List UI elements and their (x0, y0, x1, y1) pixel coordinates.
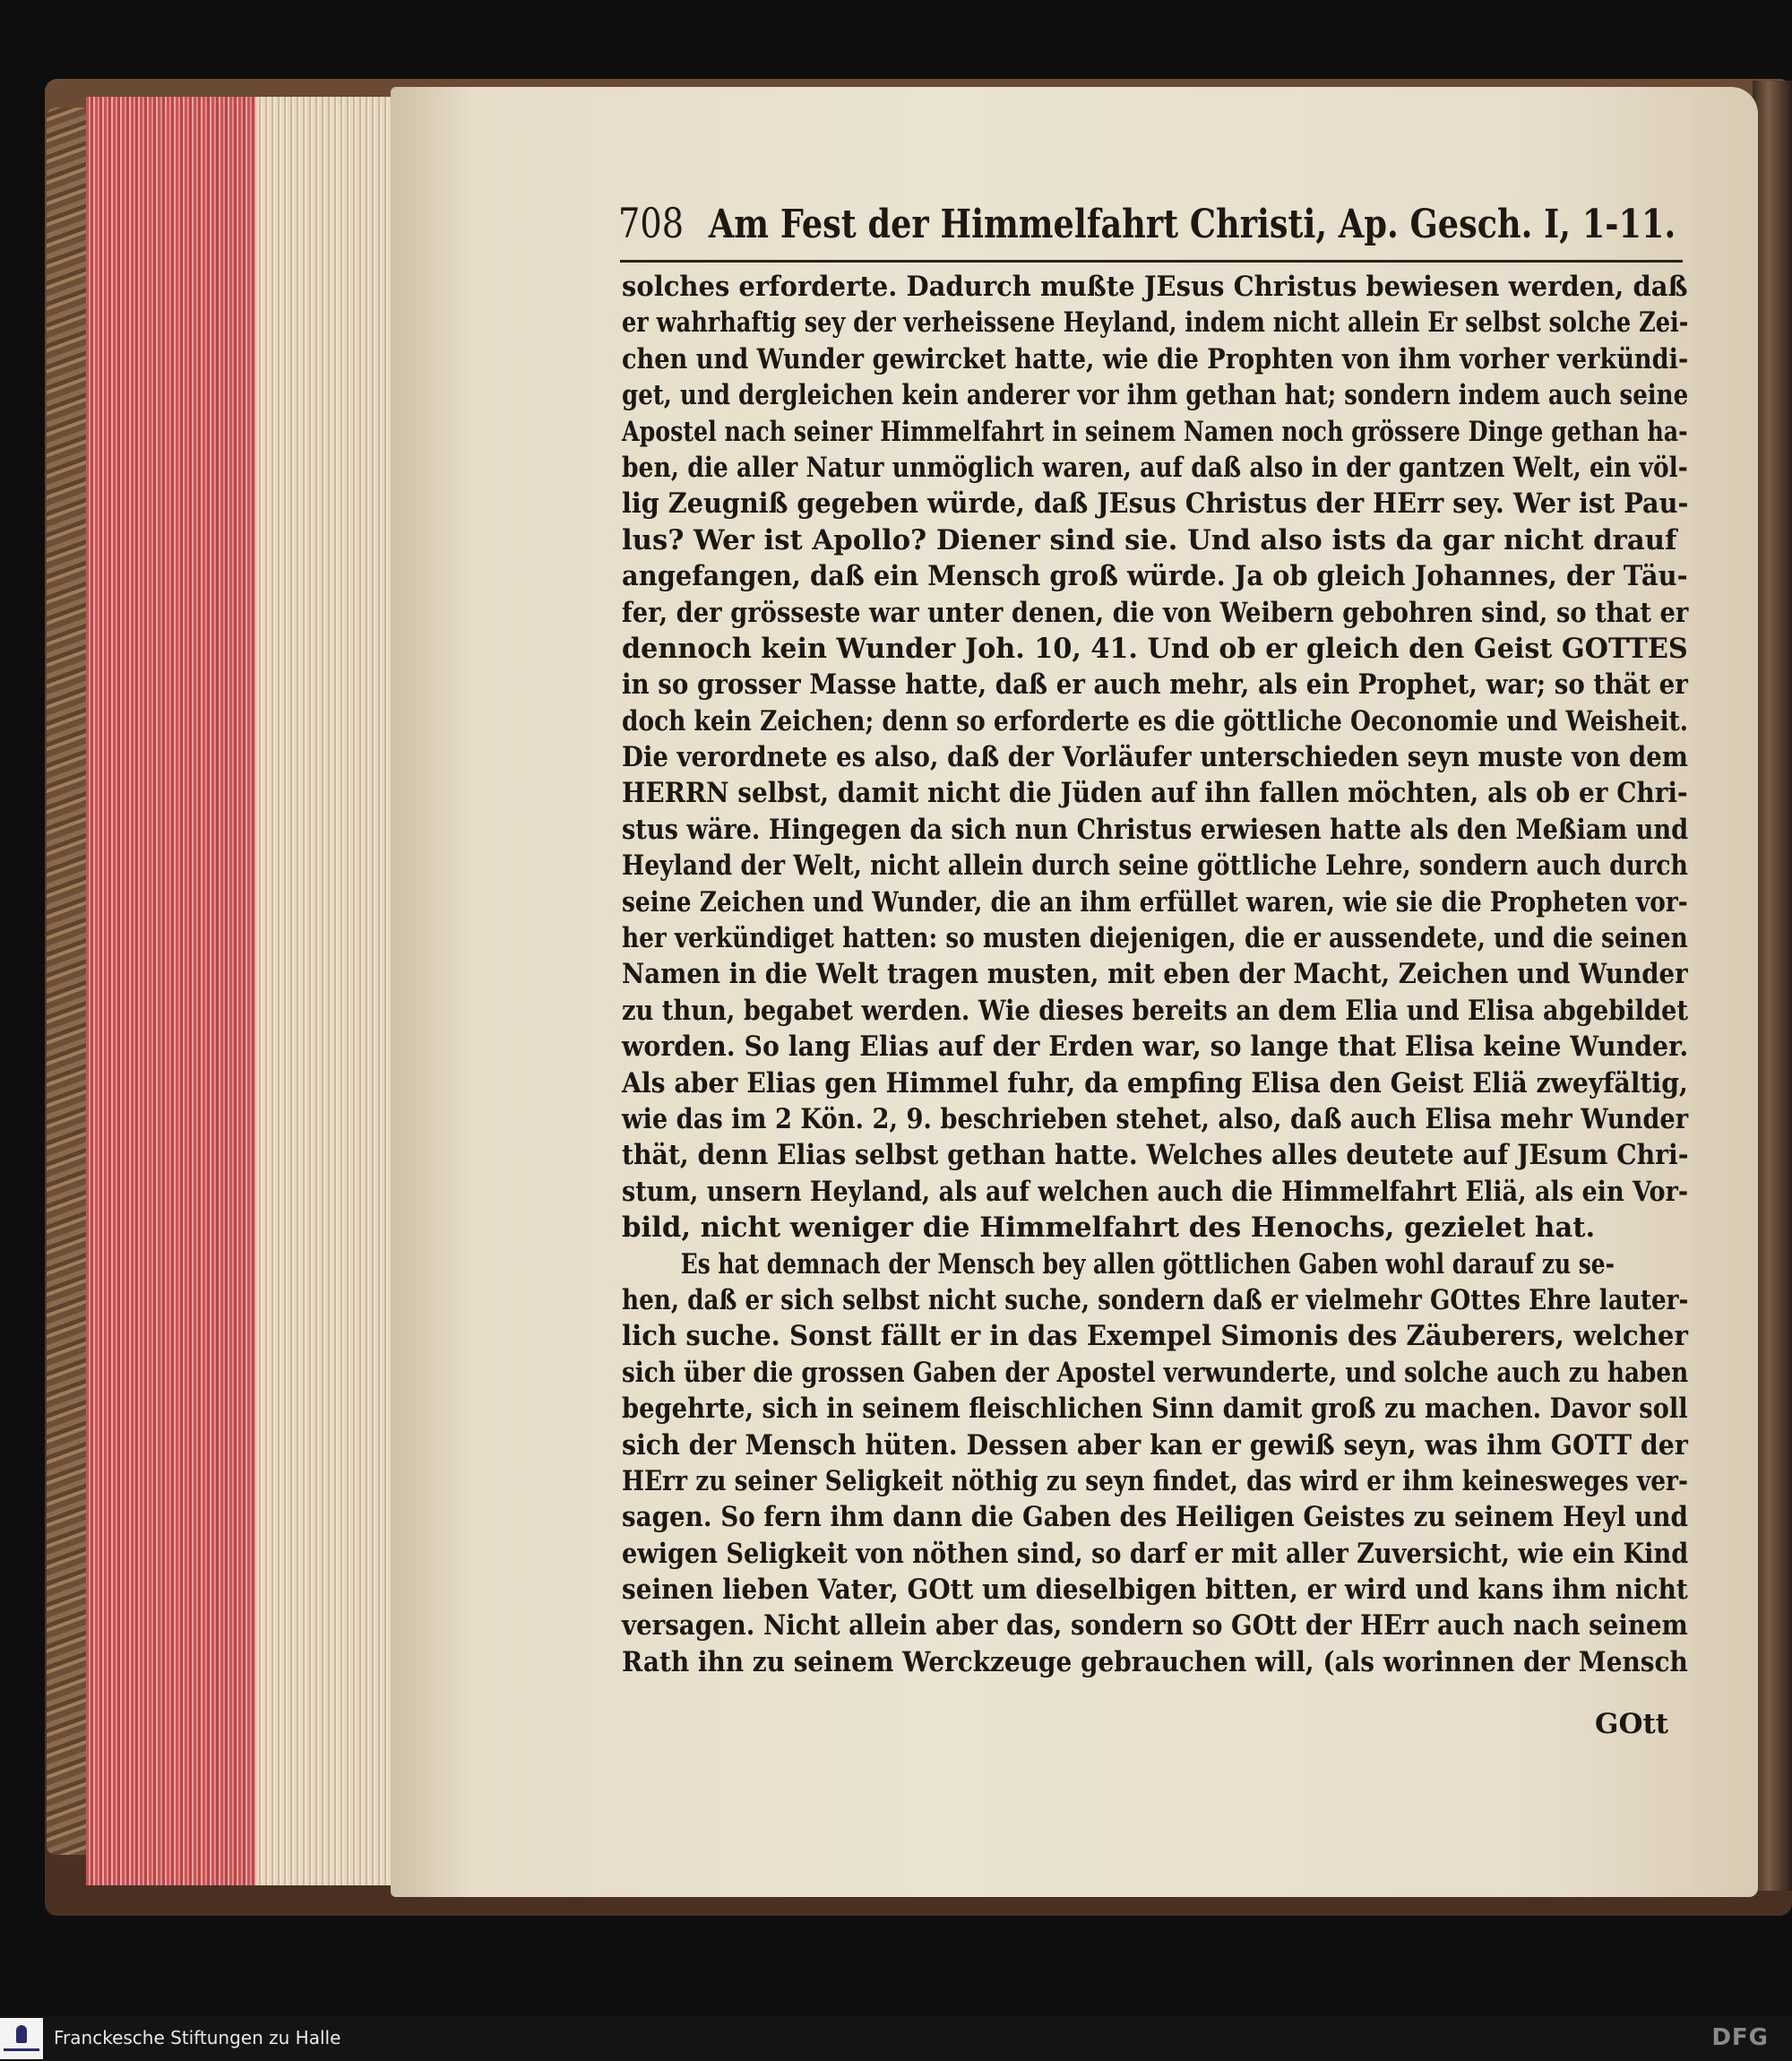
text-line: lich suche. Sonst fällt er in das Exempel Simonis des Zäuberers, welcher (622, 1320, 1688, 1353)
page-body-text (622, 269, 1697, 1680)
running-head: Am Fest der Himmelfahrt Christi, Ap. Gesch. I, 1-11. (708, 202, 1676, 247)
text-line: Heyland der Welt, nicht allein durch seine göttliche Lehre, sondern auch durch (622, 849, 1688, 883)
text-line: ben, die aller Natur unmöglich waren, auf daß also in der gantzen Welt, ein völ- (622, 451, 1688, 484)
text-line: Rath ihn zu seinem Werckzeuge gebrauchen will, (als worinnen der Mensch (622, 1645, 1688, 1678)
text-line: dennoch kein Wunder Joh. 10, 41. Und ob er gleich den Geist GOTTES (622, 632, 1688, 665)
text-line: Namen in die Welt tragen musten, mit eben der Macht, Zeichen und Wunder (622, 958, 1688, 991)
text-line: thät, denn Elias selbst gethan hatte. Welches alles deutete auf JEsum Chri- (622, 1139, 1689, 1172)
page-number: 708 (618, 199, 685, 247)
page-header (618, 199, 1676, 258)
header-rule (620, 260, 1683, 263)
text-line: doch kein Zeichen; denn so erforderte es die göttliche Oeconomie und Weisheit. (622, 704, 1688, 737)
franckesche-logo (0, 2018, 43, 2059)
institution-label: Franckesche Stiftungen zu Halle (54, 2027, 341, 2048)
text-line: stum, unsern Heyland, als auf welchen auch die Himmelfahrt Eliä, als ein Vor- (622, 1175, 1689, 1208)
text-line: Es hat demnach der Mensch bey allen göttlichen Gaben wohl darauf zu se- (680, 1247, 1615, 1281)
page-stack-edges (86, 97, 400, 1885)
text-line: get, und dergleichen kein anderer vor ihm gethan hat; sondern indem auch seine (622, 379, 1689, 412)
text-line: seinen lieben Vater, GOtt um dieselbigen bitten, er wird und kans ihm nicht (622, 1574, 1688, 1607)
text-line: worden. So lang Elias auf der Erden war, so lange that Elisa keine Wunder. (622, 1030, 1689, 1064)
text-line: lus? Wer ist Apollo? Diener sind sie. Und also ists da gar nicht drauf (622, 523, 1677, 556)
text-line: wie das im 2 Kön. 2, 9. beschrieben stehet, also, daß auch Elisa mehr Wunder (622, 1102, 1689, 1135)
text-line: HERRN selbst, damit nicht die Jüden auf ihn fallen möchten, als ob er Chri- (622, 777, 1688, 810)
text-line: in so grosser Masse hatte, daß er auch mehr, als ein Prophet, war; so thät er (622, 668, 1688, 702)
text-line: seine Zeichen und Wunder, die an ihm erfüllet waren, wie sie die Propheten vor- (622, 885, 1688, 918)
text-line: her verkündiget hatten: so musten diejenigen, die er aussendete, und die seinen (622, 922, 1688, 955)
logo-figure-icon (16, 2025, 27, 2043)
dfg-mark: DFG (1711, 2024, 1769, 2051)
text-line: angefangen, daß ein Mensch groß würde. Ja ob gleich Johannes, der Täu- (622, 560, 1688, 593)
text-line: ewigen Seligkeit von nöthen sind, so darf er mit aller Zuversicht, wie ein Kind (622, 1537, 1689, 1570)
text-line: stus wäre. Hingegen da sich nun Christus erwiesen hatte als den Meßiam und (622, 813, 1689, 846)
catchword: GOtt (1595, 1708, 1669, 1740)
text-line: versagen. Nicht allein aber das, sondern so GOtt der HErr auch nach seinem (622, 1609, 1688, 1643)
text-line: bild, nicht weniger die Himmelfahrt des Henochs, gezielet hat. (622, 1212, 1596, 1245)
text-line: er wahrhaftig sey der verheissene Heyland, indem nicht allein Er selbst solche Zei- (622, 306, 1689, 340)
text-line: HErr zu seiner Seligkeit nöthig zu seyn findet, das wird er ihm keinesweges ver- (622, 1464, 1688, 1497)
text-line: fer, der grösseste war unter denen, die von Weibern gebohren sind, so that er (622, 596, 1689, 629)
text-line: zu thun, begabet werden. Wie dieses bereits an dem Elia und Elisa abgebildet (622, 994, 1688, 1027)
text-line: sich über die grossen Gaben der Apostel verwunderte, und solche auch zu haben (622, 1356, 1689, 1389)
text-line: sagen. So fern ihm dann die Gaben des Heiligen Geistes zu seinem Heyl und (622, 1501, 1688, 1534)
text-line: solches erforderte. Dadurch mußte JEsus Christus bewiesen werden, daß (622, 271, 1688, 303)
text-line: chen und Wunder gewircket hatte, wie die Prophten von ihm vorher verkündi- (622, 342, 1689, 375)
text-line: Die verordnete es also, daß der Vorläufer unterschieden seyn muste von dem (622, 741, 1688, 774)
text-line: Als aber Elias gen Himmel fuhr, da empfing Elisa den Geist Eliä zweyfältig, (622, 1066, 1688, 1099)
text-line: begehrte, sich in seinem fleischlichen Sinn damit groß zu machen. Davor soll (622, 1393, 1688, 1426)
text-line: lig Zeugniß gegeben würde, daß JEsus Christus der HErr sey. Wer ist Pau- (622, 487, 1689, 521)
text-line: Apostel nach seiner Himmelfahrt in seinem Namen noch grössere Dinge gethan ha- (622, 415, 1688, 448)
logo-wordmark-icon (4, 2048, 39, 2051)
text-line: hen, daß er sich selbst nicht suche, sondern daß er vielmehr GOttes Ehre lauter- (622, 1283, 1689, 1316)
facing-page-edge (1753, 81, 1792, 1891)
text-line: sich der Mensch hüten. Dessen aber kan er gewiß seyn, was ihm GOTT der (622, 1428, 1688, 1462)
